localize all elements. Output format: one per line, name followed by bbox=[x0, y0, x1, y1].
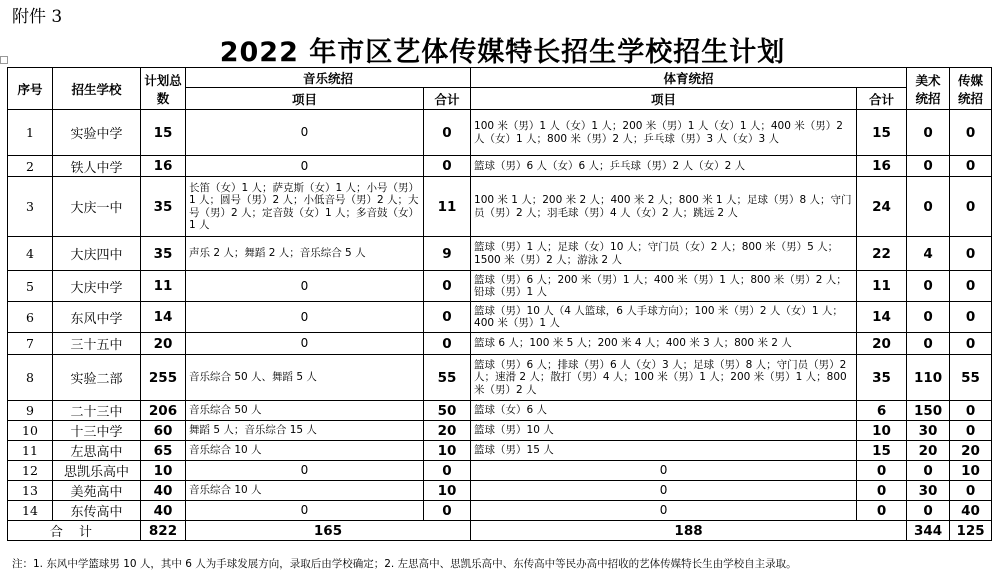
row-music-items: 0 bbox=[186, 461, 424, 481]
row-sports-subtotal: 16 bbox=[857, 156, 907, 177]
row-art: 4 bbox=[907, 237, 950, 271]
header-sports-group: 体育统招 bbox=[471, 68, 907, 88]
row-music-items: 音乐综合 50 人、舞蹈 5 人 bbox=[186, 355, 424, 401]
row-art: 0 bbox=[907, 333, 950, 355]
row-sports-items: 100 米 1 人；200 米 2 人；400 米 2 人；800 米 1 人；足球（男）8 人；守门员（男）2 人；羽毛球（男）4 人（女）2 人；跳远 2 人 bbox=[471, 177, 857, 237]
row-media: 40 bbox=[950, 501, 992, 521]
header-music-group: 音乐统招 bbox=[186, 68, 471, 88]
row-art: 110 bbox=[907, 355, 950, 401]
table-row bbox=[8, 237, 992, 271]
row-seq: 10 bbox=[8, 421, 53, 441]
row-media: 0 bbox=[950, 481, 992, 501]
row-plan-total: 40 bbox=[141, 501, 186, 521]
row-music-subtotal: 10 bbox=[424, 441, 471, 461]
row-art: 0 bbox=[907, 501, 950, 521]
row-music-items: 0 bbox=[186, 110, 424, 156]
row-music-subtotal: 0 bbox=[424, 110, 471, 156]
totals-label: 合 计 bbox=[8, 521, 141, 541]
row-plan-total: 35 bbox=[141, 237, 186, 271]
row-art: 0 bbox=[907, 177, 950, 237]
row-school: 左思高中 bbox=[53, 441, 141, 461]
totals-music: 165 bbox=[186, 521, 471, 541]
row-sports-items: 篮球（女）6 人 bbox=[471, 401, 857, 421]
totals-plan: 822 bbox=[141, 521, 186, 541]
row-school: 美苑高中 bbox=[53, 481, 141, 501]
row-sports-subtotal: 0 bbox=[857, 481, 907, 501]
row-media: 20 bbox=[950, 441, 992, 461]
row-plan-total: 60 bbox=[141, 421, 186, 441]
table-row bbox=[8, 355, 992, 401]
row-music-subtotal: 0 bbox=[424, 302, 471, 333]
table-row bbox=[8, 333, 992, 355]
row-music-items: 长笛（女）1 人；萨克斯（女）1 人；小号（男）1 人；圆号（男）2 人；小低音号（男）2 人；大号（男）2 人；定音鼓（女）1 人；多音鼓（女）1 人 bbox=[186, 177, 424, 237]
row-school: 实验二部 bbox=[53, 355, 141, 401]
row-seq: 13 bbox=[8, 481, 53, 501]
table-row bbox=[8, 401, 992, 421]
row-sports-subtotal: 0 bbox=[857, 461, 907, 481]
row-sports-subtotal: 11 bbox=[857, 271, 907, 302]
row-seq: 8 bbox=[8, 355, 53, 401]
row-plan-total: 35 bbox=[141, 177, 186, 237]
row-media: 0 bbox=[950, 271, 992, 302]
row-seq: 4 bbox=[8, 237, 53, 271]
row-media: 0 bbox=[950, 302, 992, 333]
row-sports-items: 篮球（男）6 人；200 米（男）1 人；400 米（男）1 人；800 米（男）2 人；铅球（男）1 人 bbox=[471, 271, 857, 302]
header-school: 招生学校 bbox=[53, 68, 141, 110]
row-art: 0 bbox=[907, 461, 950, 481]
row-plan-total: 206 bbox=[141, 401, 186, 421]
row-plan-total: 40 bbox=[141, 481, 186, 501]
row-media: 0 bbox=[950, 333, 992, 355]
table-row bbox=[8, 177, 992, 237]
totals-sports: 188 bbox=[471, 521, 907, 541]
header-music-item: 项目 bbox=[186, 88, 424, 110]
row-school: 十三中学 bbox=[53, 421, 141, 441]
row-plan-total: 65 bbox=[141, 441, 186, 461]
row-music-items: 舞蹈 5 人；音乐综合 15 人 bbox=[186, 421, 424, 441]
row-sports-items: 0 bbox=[471, 461, 857, 481]
row-sports-subtotal: 20 bbox=[857, 333, 907, 355]
row-art: 0 bbox=[907, 271, 950, 302]
row-media: 55 bbox=[950, 355, 992, 401]
row-seq: 12 bbox=[8, 461, 53, 481]
table-row bbox=[8, 461, 992, 481]
row-music-subtotal: 20 bbox=[424, 421, 471, 441]
row-sports-items: 篮球（男）10 人 bbox=[471, 421, 857, 441]
row-sports-subtotal: 24 bbox=[857, 177, 907, 237]
enrollment-plan-table bbox=[7, 67, 992, 541]
anchor-marker-icon bbox=[0, 56, 8, 64]
footnote: 注：1. 东风中学篮球男 10 人，其中 6 人为手球发展方向，录取后由学校确定；2. 左思高中、思凯乐高中、东传高中等民办高中招收的艺体传媒特长生由学校自主录取。 bbox=[12, 558, 797, 570]
header-seq: 序号 bbox=[8, 68, 53, 110]
row-sports-subtotal: 15 bbox=[857, 441, 907, 461]
table-row bbox=[8, 501, 992, 521]
header-sports-subtotal: 合计 bbox=[857, 88, 907, 110]
row-music-subtotal: 0 bbox=[424, 461, 471, 481]
row-seq: 3 bbox=[8, 177, 53, 237]
row-school: 二十三中 bbox=[53, 401, 141, 421]
row-plan-total: 16 bbox=[141, 156, 186, 177]
table-row bbox=[8, 156, 992, 177]
row-music-items: 0 bbox=[186, 333, 424, 355]
attachment-label: 附件 3 bbox=[12, 7, 63, 27]
row-plan-total: 14 bbox=[141, 302, 186, 333]
row-sports-subtotal: 10 bbox=[857, 421, 907, 441]
header-media: 传媒统招 bbox=[950, 68, 992, 110]
row-seq: 9 bbox=[8, 401, 53, 421]
row-art: 0 bbox=[907, 156, 950, 177]
row-music-items: 0 bbox=[186, 271, 424, 302]
row-school: 实验中学 bbox=[53, 110, 141, 156]
row-music-items: 0 bbox=[186, 501, 424, 521]
row-plan-total: 255 bbox=[141, 355, 186, 401]
row-music-items: 0 bbox=[186, 302, 424, 333]
table-row bbox=[8, 271, 992, 302]
row-music-subtotal: 9 bbox=[424, 237, 471, 271]
page-title: 2022 年市区艺体传媒特长招生学校招生计划 bbox=[219, 37, 786, 68]
row-media: 0 bbox=[950, 110, 992, 156]
row-school: 东风中学 bbox=[53, 302, 141, 333]
row-music-subtotal: 10 bbox=[424, 481, 471, 501]
row-seq: 2 bbox=[8, 156, 53, 177]
row-sports-items: 篮球（男）10 人（4 人篮球，6 人手球方向）；100 米（男）2 人（女）1 人；400 米（男）1 人 bbox=[471, 302, 857, 333]
row-school: 思凯乐高中 bbox=[53, 461, 141, 481]
row-media: 0 bbox=[950, 156, 992, 177]
row-music-items: 声乐 2 人；舞蹈 2 人；音乐综合 5 人 bbox=[186, 237, 424, 271]
row-art: 0 bbox=[907, 110, 950, 156]
row-seq: 1 bbox=[8, 110, 53, 156]
row-plan-total: 10 bbox=[141, 461, 186, 481]
table-row bbox=[8, 421, 992, 441]
row-media: 0 bbox=[950, 177, 992, 237]
row-music-subtotal: 0 bbox=[424, 501, 471, 521]
row-sports-items: 篮球（男）15 人 bbox=[471, 441, 857, 461]
row-sports-items: 0 bbox=[471, 501, 857, 521]
row-school: 东传高中 bbox=[53, 501, 141, 521]
row-art: 20 bbox=[907, 441, 950, 461]
row-music-subtotal: 0 bbox=[424, 271, 471, 302]
row-music-subtotal: 0 bbox=[424, 333, 471, 355]
row-school: 大庆中学 bbox=[53, 271, 141, 302]
table-row bbox=[8, 110, 992, 156]
row-sports-items: 篮球（男）6 人（女）6 人；乒乓球（男）2 人（女）2 人 bbox=[471, 156, 857, 177]
row-seq: 7 bbox=[8, 333, 53, 355]
totals-art: 344 bbox=[907, 521, 950, 541]
table-row bbox=[8, 481, 992, 501]
row-music-subtotal: 11 bbox=[424, 177, 471, 237]
row-sports-items: 篮球（男）6 人；排球（男）6 人（女）3 人；足球（男）8 人；守门员（男）2 人；速滑 2 人；散打（男）4 人；100 米（男）1 人；200 米（男）1 人；800 米（男）2 人 bbox=[471, 355, 857, 401]
row-seq: 6 bbox=[8, 302, 53, 333]
row-art: 0 bbox=[907, 302, 950, 333]
row-sports-subtotal: 0 bbox=[857, 501, 907, 521]
row-music-subtotal: 50 bbox=[424, 401, 471, 421]
header-sports-item: 项目 bbox=[471, 88, 857, 110]
row-music-items: 音乐综合 10 人 bbox=[186, 441, 424, 461]
totals-row bbox=[8, 521, 992, 541]
row-media: 0 bbox=[950, 421, 992, 441]
header-plan-total: 计划总数 bbox=[141, 68, 186, 110]
row-music-subtotal: 55 bbox=[424, 355, 471, 401]
header-art: 美术统招 bbox=[907, 68, 950, 110]
row-seq: 11 bbox=[8, 441, 53, 461]
row-school: 大庆一中 bbox=[53, 177, 141, 237]
row-sports-items: 100 米（男）1 人（女）1 人；200 米（男）1 人（女）1 人；400 米（男）2 人（女）1 人；800 米（男）2 人；乒乓球（男）3 人（女）3 人 bbox=[471, 110, 857, 156]
row-school: 大庆四中 bbox=[53, 237, 141, 271]
row-plan-total: 15 bbox=[141, 110, 186, 156]
row-media: 10 bbox=[950, 461, 992, 481]
row-music-items: 音乐综合 50 人 bbox=[186, 401, 424, 421]
row-school: 铁人中学 bbox=[53, 156, 141, 177]
row-seq: 14 bbox=[8, 501, 53, 521]
row-art: 30 bbox=[907, 421, 950, 441]
row-sports-subtotal: 35 bbox=[857, 355, 907, 401]
row-sports-subtotal: 15 bbox=[857, 110, 907, 156]
row-music-subtotal: 0 bbox=[424, 156, 471, 177]
row-music-items: 音乐综合 10 人 bbox=[186, 481, 424, 501]
row-school: 三十五中 bbox=[53, 333, 141, 355]
row-art: 30 bbox=[907, 481, 950, 501]
row-music-items: 0 bbox=[186, 156, 424, 177]
row-media: 0 bbox=[950, 237, 992, 271]
totals-media: 125 bbox=[950, 521, 992, 541]
row-sports-subtotal: 14 bbox=[857, 302, 907, 333]
row-plan-total: 20 bbox=[141, 333, 186, 355]
row-sports-items: 篮球（男）1 人；足球（女）10 人；守门员（女）2 人；800 米（男）5 人；1500 米（男）2 人；游泳 2 人 bbox=[471, 237, 857, 271]
table-row bbox=[8, 441, 992, 461]
row-media: 0 bbox=[950, 401, 992, 421]
row-sports-items: 篮球 6 人；100 米 5 人；200 米 4 人；400 米 3 人；800 米 2 人 bbox=[471, 333, 857, 355]
row-plan-total: 11 bbox=[141, 271, 186, 302]
row-sports-items: 0 bbox=[471, 481, 857, 501]
row-sports-subtotal: 22 bbox=[857, 237, 907, 271]
row-sports-subtotal: 6 bbox=[857, 401, 907, 421]
row-seq: 5 bbox=[8, 271, 53, 302]
row-art: 150 bbox=[907, 401, 950, 421]
header-music-subtotal: 合计 bbox=[424, 88, 471, 110]
table-row bbox=[8, 302, 992, 333]
